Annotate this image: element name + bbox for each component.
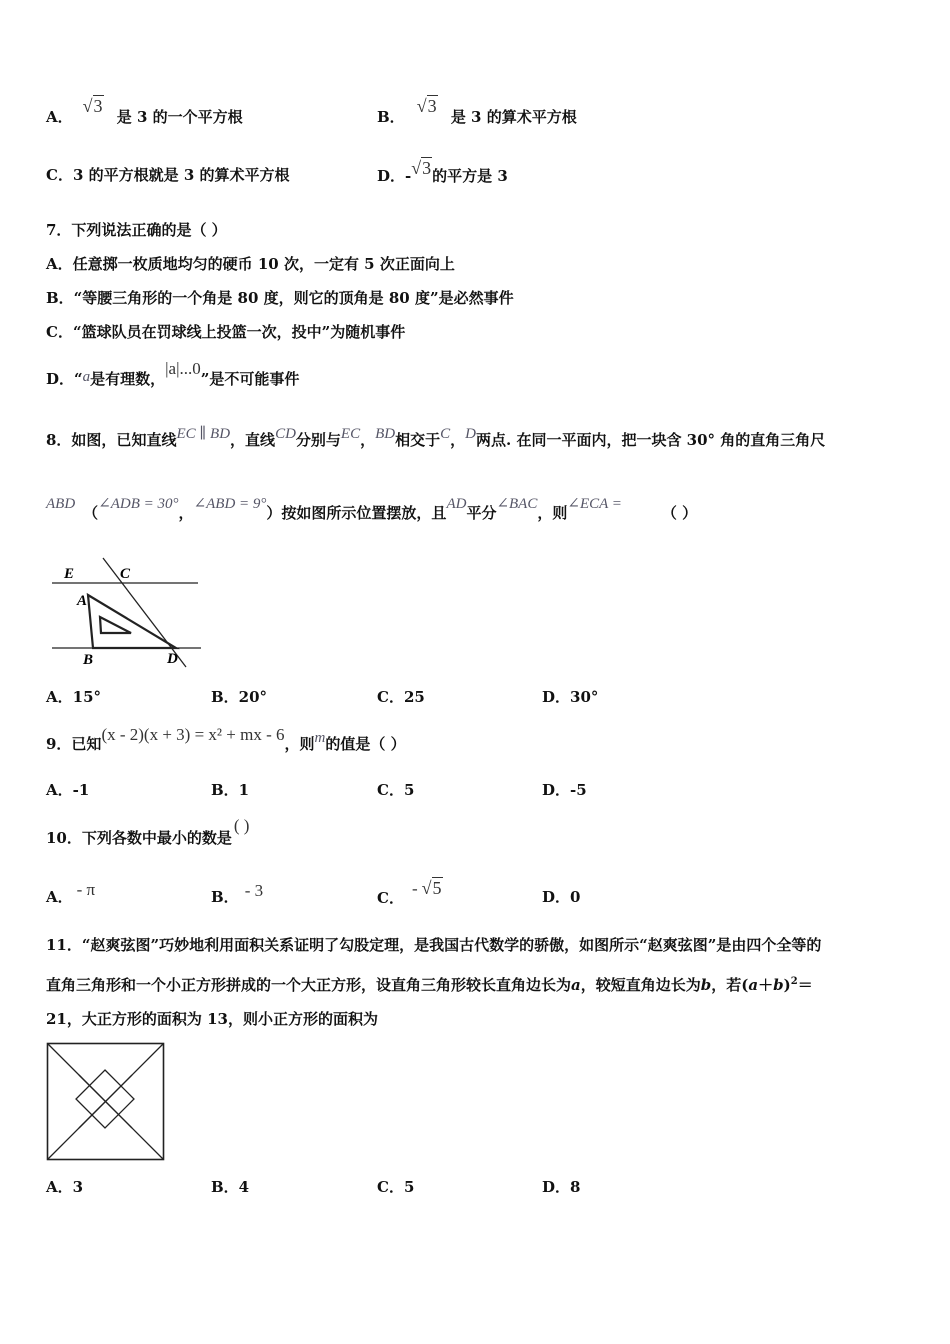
q10-option-a[interactable]: A． - π (46, 880, 96, 906)
triangle-edge (48, 1075, 133, 1160)
inner-square (76, 1070, 134, 1128)
sqrt-expression: √3 (416, 96, 437, 116)
q9-option-c[interactable]: C．5 (377, 781, 415, 799)
q7-stem: 7．下列说法正确的是（ ） (46, 221, 227, 239)
q8-option-b[interactable]: B．20° (211, 688, 268, 706)
option-text: 是 3 的算术平方根 (450, 108, 577, 126)
label-e: E (64, 566, 75, 582)
q11-option-a[interactable]: A．3 (46, 1178, 84, 1196)
triangle-ruler-inner (100, 617, 131, 633)
math-expression: (x - 2)(x + 3) = x² + mx - 6 (101, 725, 285, 744)
q8-option-c[interactable]: C．25 (377, 688, 425, 706)
q7-option-b[interactable]: B．“等腰三角形的一个角是 80 度，则它的顶角是 80 度”是必然事件 (46, 289, 514, 307)
q10-stem: 10．下列各数中最小的数是( ) (46, 816, 250, 847)
label-c: C (120, 566, 131, 582)
q11-stem-line1: 11．“赵爽弦图”巧妙地利用面积关系证明了勾股定理，是我国古代数学的骄傲，如图所示“赵爽弦图”是由四个全等的 (46, 936, 822, 954)
q11-stem-line2: 直角三角形和一个小正方形拼成的一个大正方形，设直角三角形较长直角边长为a，较短直角边长为b，若$(a+b)^2=$ (46, 976, 813, 994)
q9-option-a[interactable]: A．-1 (46, 781, 90, 799)
q7-option-d[interactable] (46, 359, 300, 390)
sqrt-expression: √5 (421, 878, 442, 898)
q7-option-a[interactable]: A．任意掷一枚质地均匀的硬币 10 次，一定有 5 次正面向上 (46, 255, 455, 273)
q11-option-b[interactable]: B．4 (211, 1178, 250, 1196)
q9-stem: 9．已知(x - 2)(x + 3) = x² + mx - 6，则m的值是（ ） (46, 725, 406, 753)
q10-option-b[interactable]: B． - 3 (211, 881, 264, 906)
triangle-edge (79, 1075, 164, 1160)
q6-option-c[interactable] (46, 165, 290, 185)
sqrt-expression: √3 (411, 158, 432, 178)
q10-option-d[interactable]: D．0 (542, 888, 581, 906)
option-label: C． (46, 166, 73, 184)
q8-figure (46, 555, 206, 670)
q11-option-d[interactable]: D．8 (542, 1178, 581, 1196)
zhao-shuang-figure (46, 1042, 166, 1162)
q6-option-b[interactable] (377, 96, 577, 127)
q8-option-a[interactable]: A．15° (46, 688, 102, 706)
q9-option-d[interactable]: D．-5 (542, 781, 587, 799)
q8-stem-line2: ABD （∠ADB = 30°，∠ABD = 9°）按如图所示位置摆放，且AD平分∠BAC，则∠ECA = （ ） (46, 496, 698, 522)
option-text: 是有理数， (90, 370, 166, 388)
q6-option-d[interactable] (377, 158, 508, 186)
option-text: 3 的平方根就是 3 的算术平方根 (72, 166, 290, 184)
q8-option-d[interactable]: D．30° (542, 688, 599, 706)
label-b: B (83, 652, 94, 668)
math-variable: a (82, 369, 91, 385)
option-label: D． (377, 167, 406, 185)
option-text: ”是不可能事件 (200, 370, 300, 388)
option-text: D．“ (46, 370, 83, 388)
answer-paren: ( ) (233, 816, 250, 835)
label-d: D (167, 651, 178, 667)
math-expression: - 3 (244, 881, 264, 900)
sqrt-expression: √3 (82, 96, 103, 116)
q7-option-c[interactable]: C．“篮球队员在罚球线上投篮一次，投中”为随机事件 (46, 323, 406, 341)
option-text: 是 3 的一个平方根 (116, 108, 243, 126)
q6-option-a[interactable] (46, 96, 243, 127)
label-a: A (77, 593, 88, 609)
q11-stem-line3: 21，大正方形的面积为 13，则小正方形的面积为 (46, 1010, 378, 1028)
option-text: 的平方是 3 (432, 167, 508, 185)
q8-stem-line1: 8．如图，已知直线EC ∥ BD，直线CD分别与EC，BD相交于C，D两点. 在同一平面内，把一块含 30° 角的直角三角尺 (46, 426, 826, 449)
q11-option-c[interactable]: C．5 (377, 1178, 415, 1196)
q10-option-c[interactable]: C． - √5 (377, 878, 442, 907)
math-expression: - π (76, 880, 96, 899)
option-label: A． (46, 108, 73, 126)
minus-sign: - (405, 167, 412, 185)
math-expression: |a|...0 (165, 359, 201, 378)
q9-option-b[interactable]: B．1 (211, 781, 250, 799)
math-variable: m (314, 730, 326, 746)
option-label: B． (377, 108, 405, 126)
